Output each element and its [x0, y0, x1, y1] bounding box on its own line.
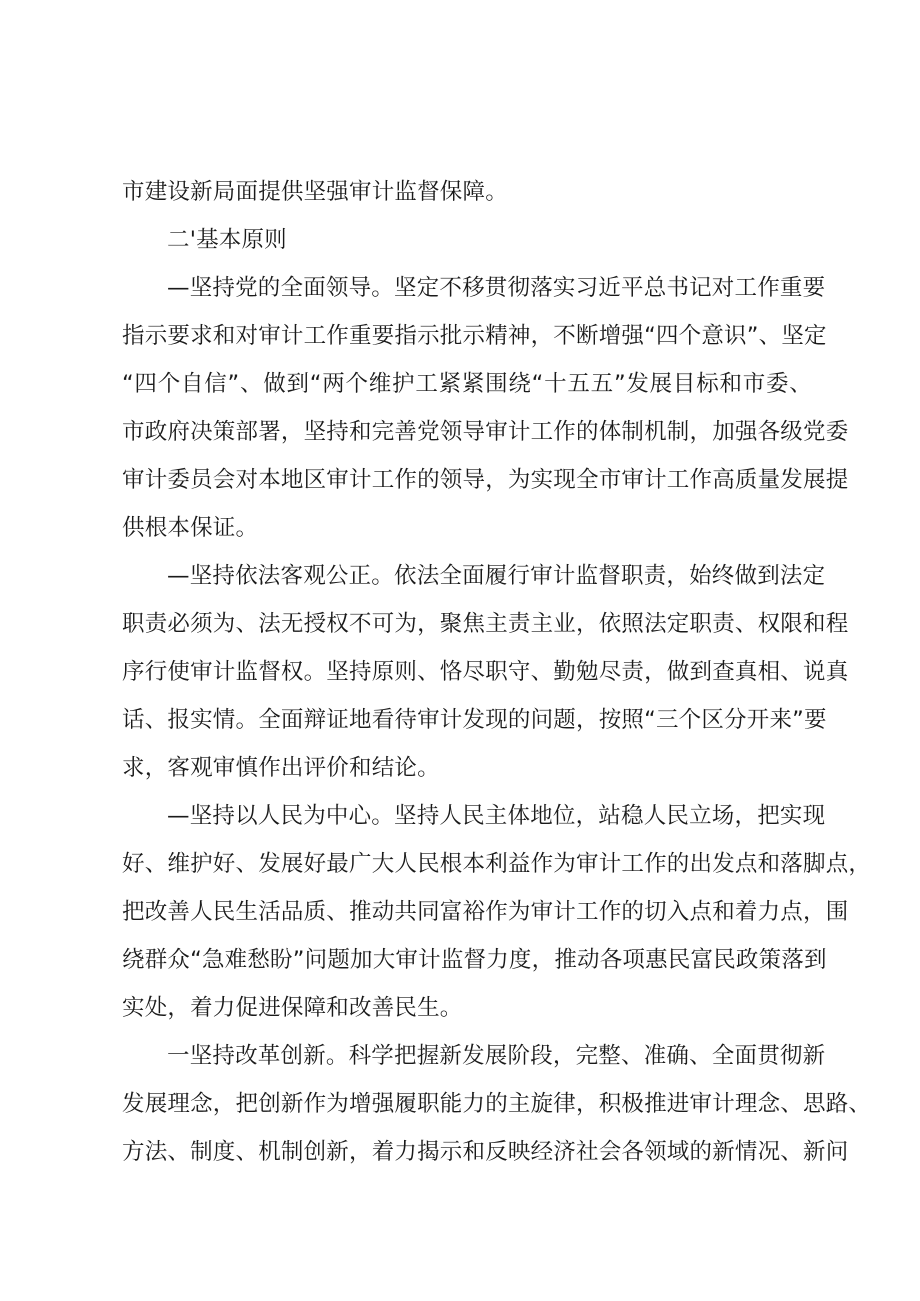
text-line: 话、报实情。全面辩证地看待审计发现的问题，按照“三个区分开来”要	[122, 707, 827, 733]
text-line: 好、维护好、发展好最广大人民根本利益作为审计工作的出发点和落脚点，	[122, 851, 872, 877]
text-line: —坚持党的全面领导。坚定不移贯彻落实习近平总书记对工作重要	[167, 275, 826, 301]
text-line: 序行使审计监督权。坚持原则、恪尽职守、勤勉尽责，做到查真相、说真	[122, 659, 849, 685]
text-line: “四个自信”、做到“两个维护工紧紧围绕“十五五”发展目标和市委、	[122, 371, 812, 397]
text-line: 绕群众“急难愁盼”问题加大审计监督力度，推动各项惠民富民政策落到	[122, 947, 827, 973]
heading-text: 二'基本原则	[167, 227, 287, 253]
text-line: 求，客观审慎作出评价和结论。	[122, 755, 440, 781]
paragraph-lawful-objective	[122, 552, 849, 792]
text-line: 发展理念，把创新作为增强履职能力的主旋律，积极推进审计理念、思路、	[122, 1091, 872, 1117]
text-line: 供根本保证。	[122, 515, 259, 541]
text-line: 职责必须为、法无授权不可为，聚焦主责主业，依照法定职责、权限和程	[122, 611, 849, 637]
document-body	[122, 168, 872, 1176]
text-line: 审计委员会对本地区审计工作的领导，为实现全市审计工作高质量发展提	[122, 467, 849, 493]
text-line: 指示要求和对审计工作重要指示批示精神，不断增强“四个意识”、坚定	[122, 323, 827, 349]
paragraph-people-centered	[122, 792, 872, 1032]
text-line: 方法、制度、机制创新，着力揭示和反映经济社会各领域的新情况、新问	[122, 1139, 849, 1165]
text-line: —坚持依法客观公正。依法全面履行审计监督职责，始终做到法定	[167, 563, 826, 589]
text-line: —坚持以人民为中心。坚持人民主体地位，站稳人民立场，把实现	[167, 803, 826, 829]
text-line: 市建设新局面提供坚强审计监督保障。	[122, 179, 508, 205]
text-line: 市政府决策部署，坚持和完善党领导审计工作的体制机制，加强各级党委	[122, 419, 849, 445]
paragraph-reform-innovation	[122, 1032, 872, 1176]
text-line: 实处，着力促进保障和改善民生。	[122, 995, 463, 1021]
text-line: 把改善人民生活品质、推动共同富裕作为审计工作的切入点和着力点，围	[122, 899, 849, 925]
paragraph-party-leadership	[122, 264, 849, 552]
text-line: 一坚持改革创新。科学把握新发展阶段，完整、准确、全面贯彻新	[167, 1043, 826, 1069]
paragraph-continuation	[122, 168, 812, 216]
section-heading	[122, 216, 812, 264]
